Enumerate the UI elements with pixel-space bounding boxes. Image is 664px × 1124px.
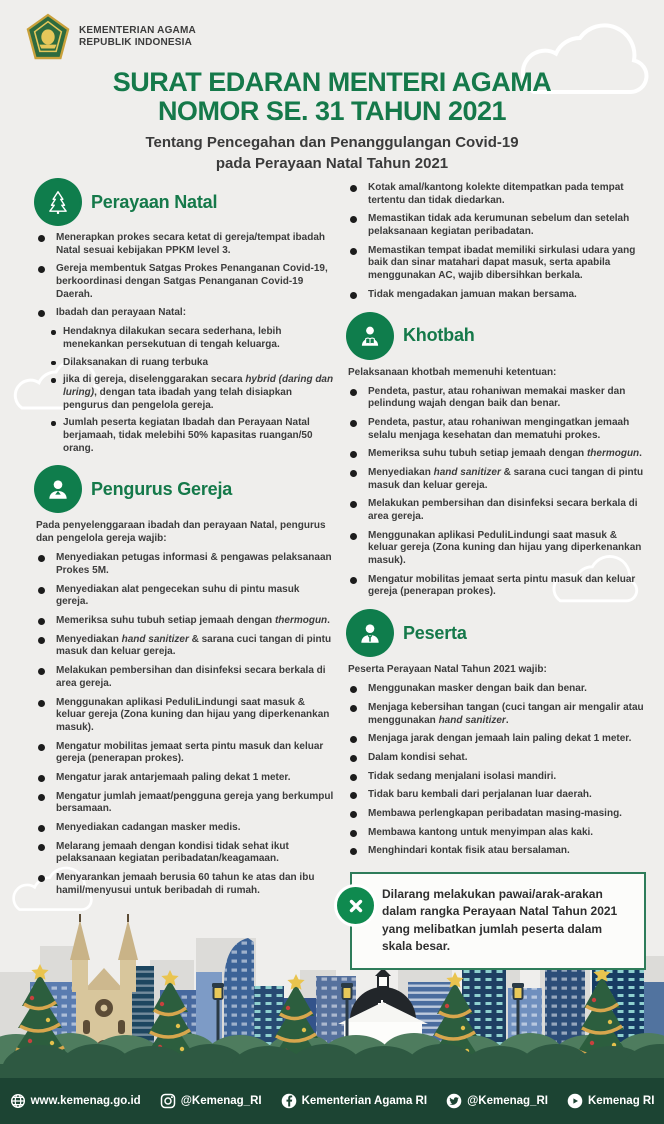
list-item: Menerapkan prokes secara ketat di gereja/tempat ibadah Natal sesuai kebijakan PPKM level 3. — [36, 232, 334, 257]
facebook-icon — [281, 1093, 297, 1109]
list-item: Memeriksa suhu tubuh setiap jemaah dengan thermogun. — [36, 615, 334, 628]
list-item: Menyarankan jemaah berusia 60 tahun ke atas dan ibu hamil/menyusui untuk beribadah di rumah. — [36, 872, 334, 897]
list-item: Mengatur jarak antarjemaah paling dekat 1 meter. — [36, 772, 334, 785]
section-peserta — [348, 611, 646, 858]
preacher-icon — [348, 314, 392, 358]
youtube-icon — [567, 1093, 583, 1109]
ministry-logo — [26, 13, 196, 61]
right-column — [348, 168, 646, 970]
ministry-name: KEMENTERIAN AGAMA REPUBLIK INDONESIA — [79, 24, 196, 48]
section-khotbah — [348, 314, 646, 600]
perayaan-natal-list-continued — [348, 182, 646, 302]
list-item: Menjaga kebersihan tangan (cuci tangan air mengalir atau menggunakan hand sanitizer. — [348, 702, 646, 727]
list-item: Menyediakan cadangan masker medis. — [36, 822, 334, 835]
list-item: Menjaga jarak dengan jemaah lain paling dekat 1 meter. — [348, 733, 646, 746]
list-item: Memastikan tidak ada kerumunan sebelum dan setelah pelaksanaan kegiatan peribadatan. — [348, 213, 646, 238]
section-intro: Peserta Perayaan Natal Tahun 2021 wajib: — [348, 664, 547, 676]
section-header-pengurus-gereja — [36, 467, 334, 511]
globe-icon — [10, 1093, 26, 1109]
list-item: Tidak mengadakan jamuan makan bersama. — [348, 289, 646, 302]
pengurus-gereja-list — [36, 552, 334, 897]
peserta-list — [348, 683, 646, 858]
footer-bar — [0, 1078, 664, 1124]
title-block — [0, 68, 664, 174]
section-header-khotbah — [348, 314, 646, 358]
footer-link-twitter[interactable]: @Kemenag_RI — [446, 1093, 548, 1109]
list-item: Melarang jemaah dengan kondisi tidak sehat ikut pelaksanaan kegiatan peribadatan/keagamaan. — [36, 841, 334, 866]
list-item: Menggunakan aplikasi PeduliLindungi saat masuk & keluar gereja (Zona kuning dan hijau yang diperkenankan masuk). — [36, 697, 334, 735]
list-item: Membawa kantong untuk menyimpan alas kaki. — [348, 827, 646, 840]
section-header-perayaan-natal — [36, 180, 334, 224]
kemenag-emblem-icon — [26, 13, 70, 61]
list-item: Pendeta, pastur, atau rohaniwan mengingatkan jemaah selalu menjaga kesehatan dan mematuhi prokes. — [348, 417, 646, 442]
list-item: Menyediakan hand sanitizer & sarana cuci tangan di pintu masuk dan keluar gereja. — [36, 634, 334, 659]
list-item: Melakukan pembersihan dan disinfeksi secara berkala di area gereja. — [36, 665, 334, 690]
list-item: Ibadah dan perayaan Natal: — [36, 307, 334, 320]
church-official-icon — [36, 467, 80, 511]
section-pengurus-gereja — [36, 467, 334, 897]
section-perayaan-natal — [36, 180, 334, 455]
twitter-icon — [446, 1093, 462, 1109]
list-item: Mengatur jumlah jemaat/pengguna gereja yang berkumpul bersamaan. — [36, 791, 334, 816]
section-intro: Pelaksanaan khotbah memenuhi ketentuan: — [348, 366, 557, 378]
participant-icon — [348, 611, 392, 655]
list-item: Membawa perlengkapan peribadatan masing-masing. — [348, 808, 646, 821]
left-column — [36, 168, 334, 903]
list-item: Menggunakan aplikasi PeduliLindungi saat masuk & keluar gereja (Zona kuning dan hijau yang diperkenankan masuk). — [348, 530, 646, 568]
section-title: Pengurus Gereja — [91, 478, 233, 499]
instagram-icon — [160, 1093, 176, 1109]
prohibition-text: Dilarang melakukan pawai/arak-arakan dalam rangka Perayaan Natal Tahun 2021 yang melibatkan jumlah peserta dalam skala besar. — [382, 887, 618, 954]
footer-link-website[interactable]: www.kemenag.go.id — [10, 1093, 141, 1109]
list-item: Dalam kondisi sehat. — [348, 752, 646, 765]
list-item: Tidak baru kembali dari perjalanan luar daerah. — [348, 789, 646, 802]
section-header-peserta — [348, 611, 646, 655]
list-item: Memastikan tempat ibadat memiliki sirkulasi udara yang baik dan sinar matahari dapat masuk, serta apabila menggunakan AC, wajib dibersihkan berkala. — [348, 245, 646, 283]
list-subitem: Jumlah peserta kegiatan Ibadah dan Perayaan Natal berjamaah, tidak melebihi 50% kapasitas ruangan/50 orang. — [50, 417, 334, 455]
section-title: Khotbah — [403, 325, 475, 345]
section-title: Peserta — [403, 622, 467, 643]
list-item: Menyediakan alat pengecekan suhu di pintu masuk gereja. — [36, 584, 334, 609]
list-subitem: Hendaknya dilakukan secara sederhana, lebih menekankan persekutuan di tengah keluarga. — [50, 326, 334, 351]
perayaan-natal-sublist — [50, 326, 334, 455]
list-subitem: Dilaksanakan di ruang terbuka — [50, 357, 334, 370]
list-item: Mengatur mobilitas jemaat serta pintu masuk dan keluar gereja (penerapan prokes). — [348, 574, 646, 599]
list-item: Menyediakan hand sanitizer & sarana cuci tangan di pintu masuk dan keluar gereja. — [348, 467, 646, 492]
list-item: Melakukan pembersihan dan disinfeksi secara berkala di area gereja. — [348, 498, 646, 523]
list-item: Gereja membentuk Satgas Prokes Penanganan Covid-19, berkoordinasi dengan Satgas Penanganan Covid-19 Daerah. — [36, 263, 334, 301]
list-item: Memeriksa suhu tubuh setiap jemaah dengan thermogun. — [348, 448, 646, 461]
x-circle-icon — [334, 884, 377, 927]
section-intro: Pada penyelenggaraan ibadah dan perayaan Natal, pengurus dan pengelola gereja wajib: — [36, 520, 326, 545]
list-subitem: jika di gereja, diselenggarakan secara hybrid (daring dan luring), dengan tata ibadah yang telah disiapkan pengurus dan pengelola gereja. — [50, 374, 334, 412]
list-item: Kotak amal/kantong kolekte ditempatkan pada tempat tertentu dan tidak diedarkan. — [348, 182, 646, 207]
khotbah-list — [348, 386, 646, 600]
prohibition-notice — [350, 872, 646, 970]
footer-link-instagram[interactable]: @Kemenag_RI — [160, 1093, 262, 1109]
page-title: SURAT EDARAN MENTERI AGAMA NOMOR SE. 31 TAHUN 2021 — [112, 67, 552, 127]
list-item: Menggunakan masker dengan baik dan benar. — [348, 683, 646, 696]
perayaan-natal-list — [36, 232, 334, 320]
list-item: Menghindari kontak fisik atau bersalaman. — [348, 845, 646, 858]
list-item: Menyediakan petugas informasi & pengawas pelaksanaan Prokes 5M. — [36, 552, 334, 577]
list-item: Tidak sedang menjalani isolasi mandiri. — [348, 771, 646, 784]
list-item: Mengatur mobilitas jemaat serta pintu masuk dan keluar gereja (penerapan prokes). — [36, 741, 334, 766]
list-item: Pendeta, pastur, atau rohaniwan memakai masker dan pelindung wajah dengan baik dan benar. — [348, 386, 646, 411]
section-title: Perayaan Natal — [91, 191, 218, 212]
christmas-tree-icon — [36, 180, 80, 224]
footer-link-facebook[interactable]: Kementerian Agama RI — [281, 1093, 427, 1109]
page-subtitle: Tentang Pencegahan dan Penanggulangan Covid-19 pada Perayaan Natal Tahun 2021 — [145, 134, 519, 173]
footer-link-youtube[interactable]: Kemenag RI — [567, 1093, 654, 1109]
